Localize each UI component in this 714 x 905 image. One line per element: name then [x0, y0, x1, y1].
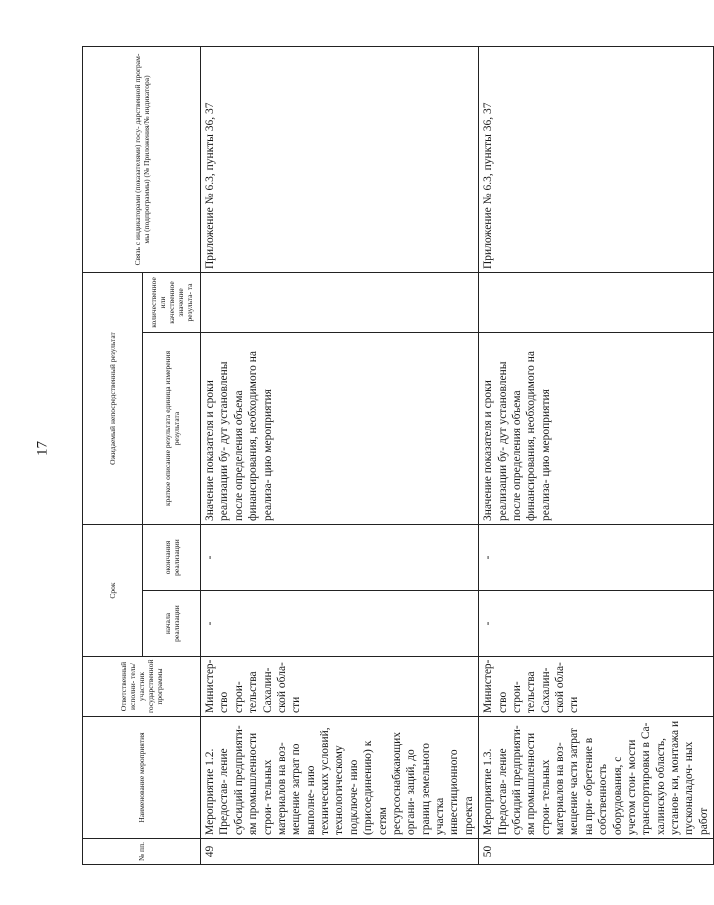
header-result-value: количественное или качественное значение результа- та	[143, 273, 201, 333]
row-number: 50	[479, 839, 714, 865]
responsible-executor: Министер- ство строи- тельства Сахалин- ской обла- сти	[479, 657, 714, 717]
table-row	[201, 47, 479, 865]
result-description: Значение показателя и сроки реализации бу- дут установлены после определения объема финансирования, необходимого на реализа- цию мероприятия	[201, 333, 479, 525]
responsible-executor: Министер- ство строи- тельства Сахалин- ской обла- сти	[201, 657, 479, 717]
start-term: -	[201, 591, 479, 657]
end-term: -	[201, 525, 479, 591]
header-name: Наименование мероприятия	[83, 717, 201, 839]
header-num: № пп.	[83, 839, 201, 865]
measures-table	[82, 46, 714, 865]
page-number: 17	[34, 441, 51, 456]
header-link: Связь с индикаторами (показателями) госу- дарственной програм- мы (подпрограммы) (№ Приложения/№ индикатора)	[83, 47, 201, 273]
header-term-end: окончания реализации	[143, 525, 201, 591]
header-term-start: начала реализации	[143, 591, 201, 657]
header-responsible: Ответственный исполни- тель/участник государственной программы	[83, 657, 201, 717]
indicator-link: Приложение № 6.3, пункты 36, 37	[479, 47, 714, 273]
header-result: Ожидаемый непосредственный результат	[83, 273, 143, 525]
result-description: Значение показателя и сроки реализации бу- дут установлены после определения объема финансирования, необходимого на реализа- цию мероприятия	[479, 333, 714, 525]
end-term: -	[479, 525, 714, 591]
landscape-table-container	[82, 47, 710, 865]
table-row	[479, 47, 714, 865]
header-term: Срок	[83, 525, 143, 657]
result-value	[201, 273, 479, 333]
indicator-link: Приложение № 6.3, пункты 36, 37	[201, 47, 479, 273]
measure-name: Мероприятие 1.3. Предостав- ление субсидий предприяти- ям промышленности строи- тельных материалов на воз- мещение части затрат на при- обретение в собственность оборудования, с учетом стои- мости транспортировки в Са- халинскую область, установ- ки, монтажа и пусконаладоч- ных работ	[479, 717, 714, 839]
row-number: 49	[201, 839, 479, 865]
result-value	[479, 273, 714, 333]
measure-name: Мероприятие 1.2. Предостав- ление субсидий предприяти- ям промышленности строи- тельных материалов на воз- мещение затрат по выполне- нию технических условий, технологическому подключе- нию (присоединению) к сетям ресурсоснабжающих органи- заций, до границ земельного участка инвестиционного проекта	[201, 717, 479, 839]
header-result-desc: краткое описание результата единица измерения результата	[143, 333, 201, 525]
start-term: -	[479, 591, 714, 657]
header-row	[83, 47, 143, 865]
